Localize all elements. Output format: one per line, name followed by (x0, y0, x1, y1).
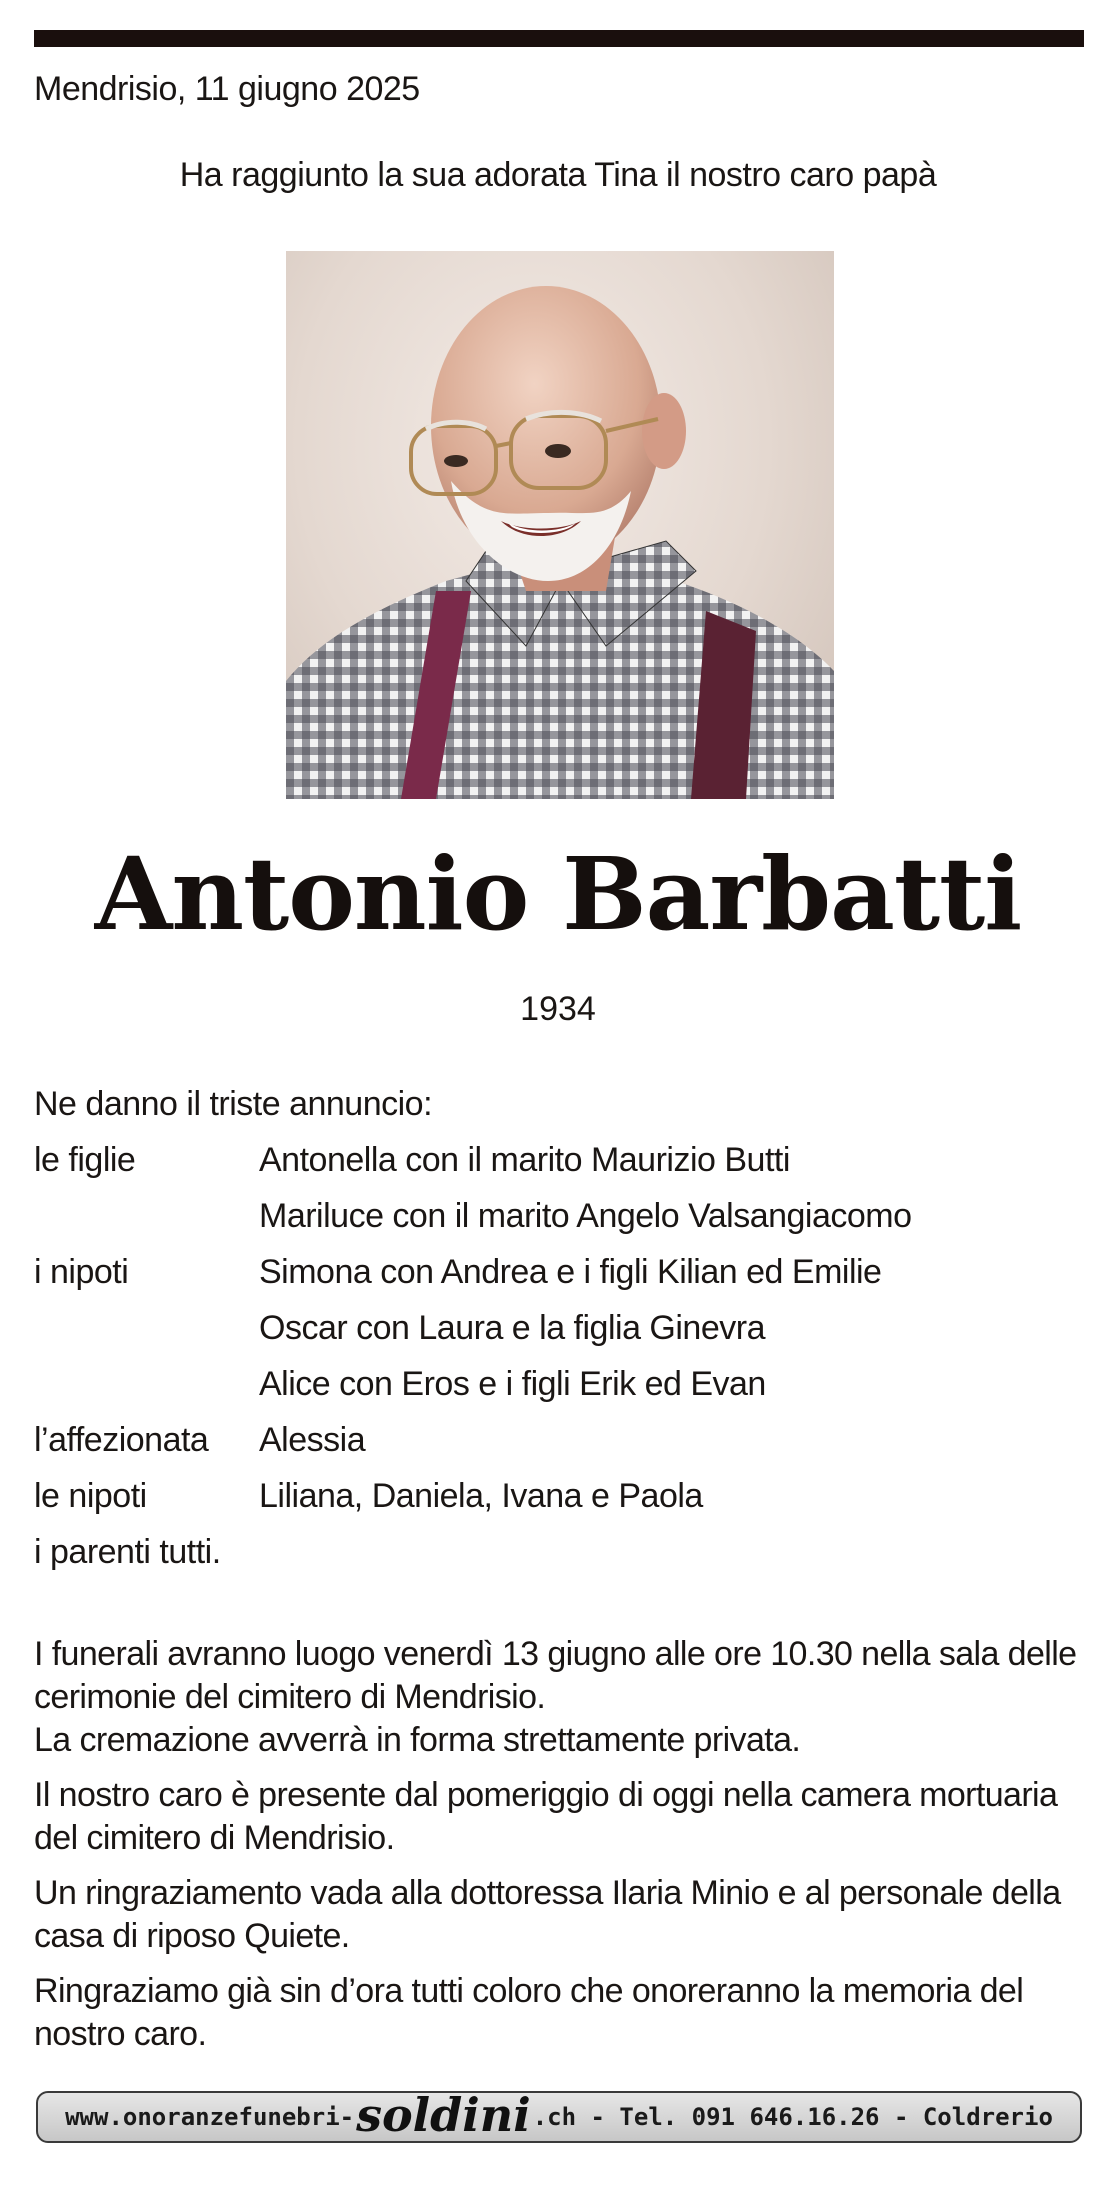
funeral-notice (34, 1633, 1094, 2068)
relative-row (34, 1300, 1084, 1356)
relative-row (34, 1356, 1084, 1412)
relative-names (221, 1524, 1084, 1580)
portrait-illustration (286, 251, 834, 799)
relative-row (34, 1524, 1084, 1580)
footer-website-prefix: www.onoranzefunebri- (65, 2103, 355, 2131)
footer-brand-logo: soldini (356, 2088, 531, 2142)
birth-year: 1934 (520, 990, 596, 1028)
relative-names: Simona con Andrea e i figli Kilian ed Emilie (259, 1253, 882, 1291)
relation-label: i parenti tutti. (34, 1533, 221, 1571)
dateline: Mendrisio, 11 giugno 2025 (34, 70, 420, 108)
relation-label (34, 1188, 259, 1244)
relative-row (34, 1132, 1084, 1188)
relation-label: le figlie (34, 1141, 136, 1179)
footer-contact: .ch - Tel. 091 646.16.26 - Coldrerio (532, 2103, 1053, 2131)
relative-names: Alice con Eros e i figli Erik ed Evan (259, 1365, 766, 1403)
funeral-home-footer (36, 2088, 1082, 2143)
top-rule (34, 30, 1084, 47)
announcement-lead: Ne danno il triste annuncio: (34, 1085, 433, 1123)
deceased-name: Antonio Barbatti (94, 835, 1022, 953)
notice-paragraph: Un ringraziamento vada alla dottoressa Ilaria Minio e al personale della casa di riposo Quiete. (34, 1874, 1061, 1955)
relation-label: l’affezionata (34, 1421, 209, 1459)
relation-label: i nipoti (34, 1253, 129, 1291)
notice-paragraph: I funerali avranno luogo venerdì 13 giugno alle ore 10.30 nella sala delle cerimonie del cimitero di Mendrisio. (34, 1635, 1077, 1716)
intro-line: Ha raggiunto la sua adorata Tina il nostro caro papà (179, 156, 937, 194)
notice-paragraph: Il nostro caro è presente dal pomeriggio di oggi nella camera mortuaria del cimitero di Mendrisio. (34, 1776, 1058, 1857)
relation-label (34, 1356, 259, 1412)
notice-paragraph: Ringraziamo già sin d’ora tutti coloro che onoreranno la memoria del nostro caro. (34, 1972, 1024, 2053)
portrait-photo (286, 251, 834, 799)
relative-names: Antonella con il marito Maurizio Butti (259, 1141, 790, 1179)
relative-names: Mariluce con il marito Angelo Valsangiacomo (259, 1197, 912, 1235)
relation-label (34, 1300, 259, 1356)
relative-names: Oscar con Laura e la figlia Ginevra (259, 1309, 765, 1347)
relative-names: Liliana, Daniela, Ivana e Paola (259, 1477, 703, 1515)
relative-row (34, 1468, 1084, 1524)
family-announcement (34, 1076, 1084, 1580)
relative-row (34, 1244, 1084, 1300)
notice-paragraph: La cremazione avverrà in forma strettamente privata. (34, 1721, 801, 1759)
relative-names: Alessia (259, 1421, 366, 1459)
relation-label: le nipoti (34, 1477, 147, 1515)
relative-row (34, 1412, 1084, 1468)
relative-row (34, 1188, 1084, 1244)
